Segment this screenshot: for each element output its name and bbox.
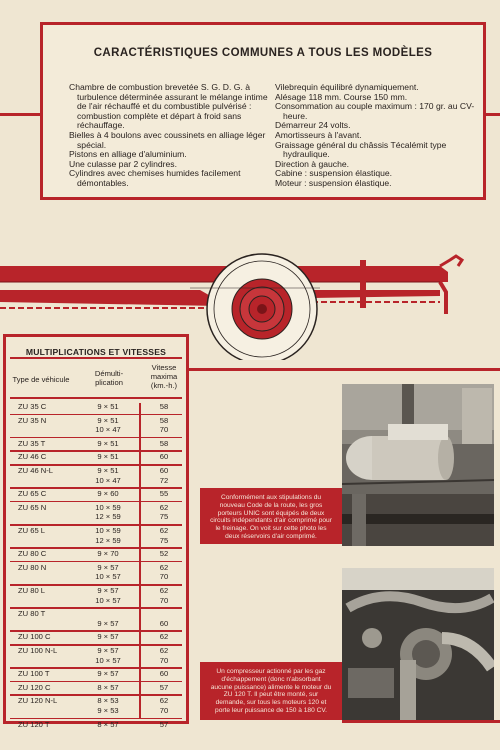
cell-demultiplication: 10 × 47 [95, 425, 121, 435]
cell-demultiplication: 9 × 57 [97, 618, 119, 628]
cell-max-speed: 60 [159, 618, 169, 628]
header-vit-line: (km.-h.) [150, 381, 178, 390]
cell-max-speed: 57 [159, 682, 169, 692]
cell-vehicle-type: ZU 120 N-L [18, 696, 58, 706]
cell-demultiplication: 10 × 59 [95, 526, 121, 535]
cell-demultiplication: 9 × 60 [97, 489, 119, 499]
characteristic-item: Cabine : suspension élastique. [275, 168, 393, 179]
cell-max-speed: 55 [159, 489, 169, 499]
cell-vehicle-type: ZU 100 T [18, 669, 50, 679]
compressor-caption: Un compresseur actionné par les gaz d'échappement (donc n'absorbant aucune puissance) alimente le moteur du ZU 120 T. Il peut être monté, sur demande, sur tous les moteurs 120 et porte leur puissance de 150 à 180 CV. [200, 662, 342, 720]
cell-max-speed: 75 [159, 535, 169, 545]
cell-demultiplication: 10 × 47 [95, 475, 121, 485]
table-rule [10, 357, 182, 359]
cell-demultiplication: 9 × 57 [97, 632, 119, 642]
header-vit-line: Vitesse [151, 363, 177, 372]
cell-max-speed: 60 [159, 466, 169, 475]
table-header [6, 361, 186, 401]
characteristic-item: Amortisseurs à l'avant. [275, 129, 362, 140]
cell-demultiplication: 9 × 57 [97, 586, 119, 595]
chassis-frame-photo [342, 494, 494, 546]
engine-photo [342, 568, 494, 720]
characteristic-item: Une culasse par 2 cylindres. [69, 158, 177, 169]
cell-demultiplication: 9 × 51 [97, 466, 119, 475]
cell-demultiplication: 9 × 57 [97, 562, 119, 572]
cell-vehicle-type: ZU 80 C [18, 549, 47, 559]
cell-demultiplication: 9 × 51 [97, 438, 119, 448]
characteristic-item: Alésage 118 mm. Course 150 mm. [275, 91, 408, 102]
characteristic-item: Direction à gauche. [275, 158, 350, 169]
cell-vehicle-type: ZU 35 C [18, 402, 47, 411]
cell-max-speed: 62 [159, 696, 169, 706]
cell-vehicle-type: ZU 120 C [18, 682, 51, 692]
characteristic-item: Cylindres avec chemises humides facilement démontables. [69, 168, 241, 188]
cell-demultiplication: 9 × 51 [97, 452, 119, 462]
cell-demultiplication: 9 × 57 [97, 669, 119, 679]
cell-vehicle-type: ZU 65 N [18, 502, 47, 512]
cell-demultiplication: 9 × 51 [97, 402, 119, 411]
cell-max-speed: 62 [159, 502, 169, 512]
header-vit [142, 363, 186, 390]
cell-demultiplication: 12 × 59 [95, 512, 121, 522]
cell-vehicle-type: ZU 46 N-L [18, 466, 54, 475]
header-dem-line: Démulti- [94, 369, 124, 378]
cell-demultiplication: 9 × 70 [97, 549, 119, 559]
divider-line [186, 368, 500, 371]
cell-demultiplication: 10 × 57 [95, 572, 121, 582]
characteristic-item: Pistons en alliage d'aluminium. [69, 149, 187, 160]
characteristic-item: Démarreur 24 volts. [275, 120, 351, 131]
cell-max-speed: 57 [159, 719, 169, 729]
cell-demultiplication: 9 × 53 [97, 706, 119, 715]
cell-vehicle-type: ZU 35 T [18, 438, 46, 448]
cell-max-speed: 62 [159, 586, 169, 595]
characteristic-item: Bielles à 4 boulons avec coussinets en alliage léger spécial. [69, 129, 266, 150]
header-dem-line: plication [95, 378, 123, 387]
cell-demultiplication: 9 × 57 [97, 646, 119, 655]
cell-vehicle-type: ZU 80 L [18, 586, 46, 595]
characteristic-item: Vilebrequin équilibré dynamiquement. [275, 82, 419, 92]
cell-max-speed: 72 [159, 475, 169, 485]
cell-vehicle-type: ZU 65 C [18, 489, 47, 499]
cell-vehicle-type: ZU 100 C [18, 632, 51, 642]
cell-max-speed: 60 [159, 452, 169, 462]
cell-max-speed: 62 [159, 632, 169, 642]
characteristic-item: Moteur : suspension élastique. [275, 177, 392, 188]
characteristic-item: Consommation au couple maximum : 170 gr. au CV-heure. [275, 101, 475, 121]
cell-demultiplication: 10 × 59 [95, 502, 121, 512]
air-tanks-photo [342, 384, 494, 494]
table-rule [10, 397, 182, 399]
cell-max-speed: 60 [159, 669, 169, 679]
cell-demultiplication: 8 × 57 [97, 719, 119, 729]
frame-tick-right [486, 113, 500, 116]
cell-max-speed: 58 [159, 402, 169, 411]
cell-max-speed: 58 [159, 415, 169, 425]
cell-max-speed: 70 [159, 572, 169, 582]
frame-tick-left [0, 113, 40, 116]
cell-demultiplication: 12 × 59 [95, 535, 121, 545]
header-type: Type de véhicule [12, 375, 70, 384]
characteristic-item: Chambre de combustion brevetée S. G. D. G. à turbulence déterminée assurant le mélange intime de l'air réchauffé et du combustible pulvérisé : combustion complète et départ à froid sans réchauffage. [69, 82, 268, 131]
characteristic-item: Graissage général du châssis Técalémit type hydraulique. [275, 139, 447, 160]
cell-demultiplication: 10 × 57 [95, 655, 121, 665]
cell-max-speed: 75 [159, 512, 169, 522]
cell-demultiplication: 8 × 57 [97, 682, 119, 692]
bottom-rule [342, 720, 500, 723]
cell-max-speed: 70 [159, 595, 169, 605]
air-tanks-caption: Conformément aux stipulations du nouveau Code de la route, les gros porteurs UNIC sont équipés de deux circuits indépendants d'air comprimé pour le freinage. On voit sur cette photo les deux réservoirs d'air comprimé. [200, 488, 342, 544]
row-separator [10, 414, 182, 416]
characteristics-right-column [275, 83, 475, 189]
cell-max-speed: 62 [159, 646, 169, 655]
cell-max-speed: 62 [159, 526, 169, 535]
cell-vehicle-type: ZU 100 N-L [18, 646, 58, 655]
cell-demultiplication: 10 × 57 [95, 595, 121, 605]
cell-vehicle-type: ZU 80 T [18, 609, 46, 619]
cell-max-speed: 52 [159, 549, 169, 559]
header-dem [80, 369, 138, 387]
cell-demultiplication: 9 × 51 [97, 415, 119, 425]
cell-vehicle-type: ZU 65 L [18, 526, 46, 535]
row-separator [10, 718, 182, 720]
cell-vehicle-type: ZU 46 C [18, 452, 47, 462]
cell-vehicle-type: ZU 120 T [18, 719, 50, 729]
cell-vehicle-type: ZU 35 N [18, 415, 47, 425]
cell-max-speed: 70 [159, 425, 169, 435]
characteristics-title: CARACTÉRISTIQUES COMMUNES A TOUS LES MODÈLES [93, 47, 433, 59]
cell-max-speed: 58 [159, 438, 169, 448]
cell-max-speed: 70 [159, 655, 169, 665]
cell-vehicle-type: ZU 80 N [18, 562, 47, 572]
cell-max-speed: 70 [159, 706, 169, 715]
cell-demultiplication: 8 × 53 [97, 696, 119, 706]
cell-max-speed: 62 [159, 562, 169, 572]
speed-table [3, 334, 189, 729]
characteristics-box [40, 22, 486, 200]
header-vit-line: maxima [150, 372, 178, 381]
table-title: MULTIPLICATIONS ET VITESSES [25, 347, 167, 357]
characteristics-left-column [69, 83, 279, 189]
